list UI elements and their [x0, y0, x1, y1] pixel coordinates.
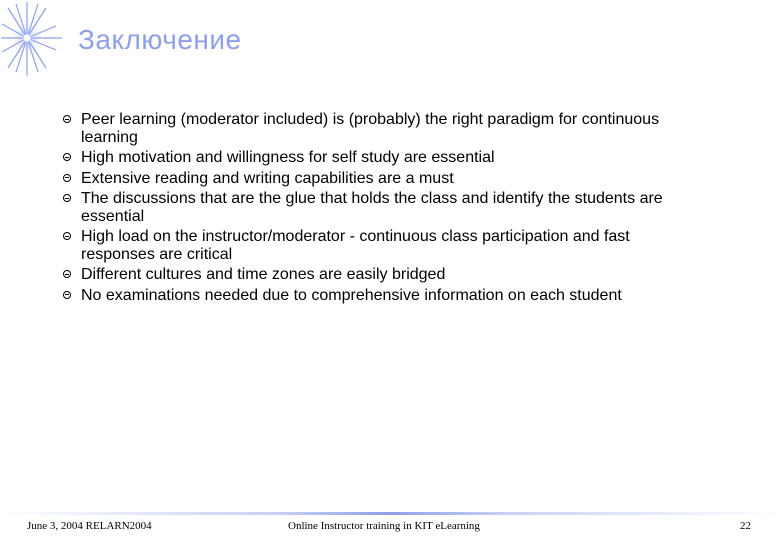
bullet-text: High load on the instructor/moderator - continuous class participation and fast responses are critical: [81, 228, 630, 263]
bullet-icon: [63, 291, 71, 299]
bullet-icon: [63, 194, 71, 202]
bullet-text: High motivation and willingness for self study are essential: [81, 149, 495, 166]
bullet-text: The discussions that are the glue that holds the class and identify the students are essential: [81, 190, 663, 225]
bullet-item: [60, 228, 700, 263]
bullet-item: [60, 149, 700, 167]
bullet-icon: [63, 115, 71, 123]
slide-title: Заключение: [78, 24, 242, 55]
bullet-item: [60, 170, 700, 188]
bullet-text: Peer learning (moderator included) is (probably) the right paradigm for continuous learning: [81, 111, 660, 146]
footer-page-number: 22: [740, 520, 751, 532]
bullet-item: [60, 266, 700, 284]
bullet-icon: [63, 270, 71, 278]
bullet-icon: [63, 174, 71, 182]
footer-date: June 3, 2004 RELARN2004: [27, 520, 152, 532]
bullet-item: [60, 190, 700, 225]
bullet-list: [60, 111, 700, 307]
bullet-item: [60, 287, 700, 305]
bullet-icon: [63, 153, 71, 161]
bullet-text: Extensive reading and writing capabilities are a must: [81, 169, 454, 187]
bullet-icon: [63, 232, 71, 240]
bullet-text: No examinations needed due to comprehensive information on each student: [81, 286, 622, 304]
footer-presentation-title: Online Instructor training in KIT eLearning: [288, 520, 480, 532]
starburst-icon: [0, 0, 80, 80]
bullet-text: Different cultures and time zones are easily bridged: [81, 266, 446, 283]
bullet-item: [60, 111, 700, 146]
